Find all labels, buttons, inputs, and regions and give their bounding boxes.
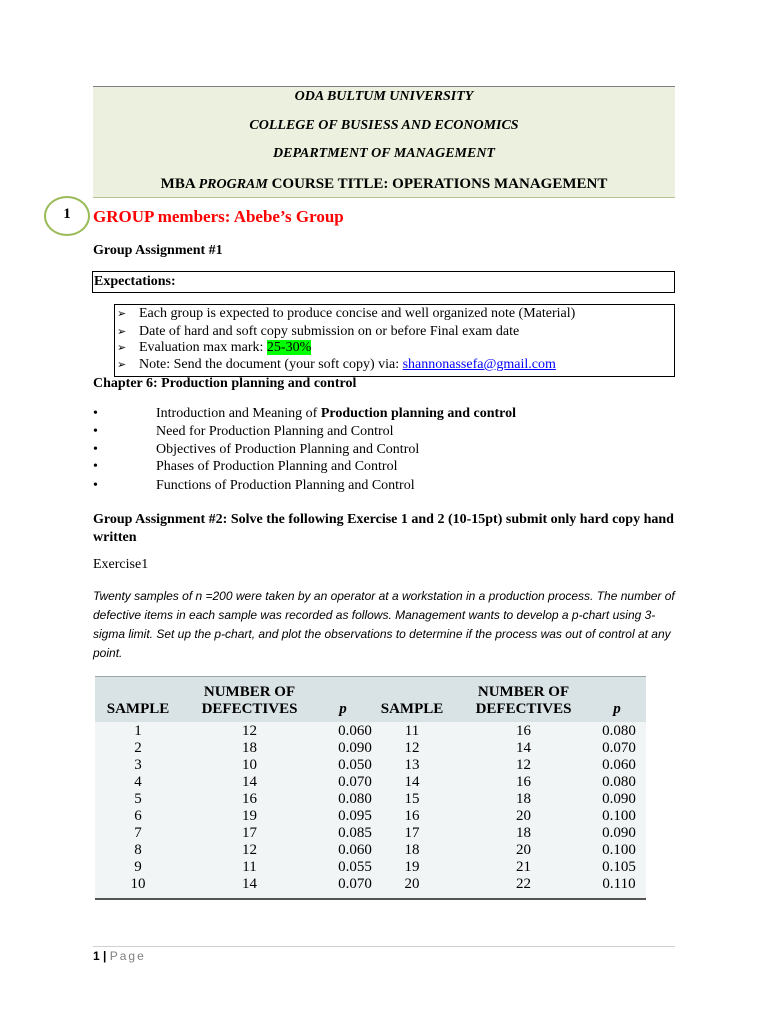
course-title <box>93 176 675 193</box>
problem-statement: Twenty samples of n =200 were taken by an operator at a workstation in a production process. The number of defective items in each sample was recorded as follows. Management wants to develop a p-chart using 3-sigma limit. Set up the p-chart, and plot the observations to determine if the process was out of control at any point. <box>93 589 675 660</box>
cell-defectives-2: 22 <box>516 876 531 892</box>
cell-sample: 7 <box>134 825 142 841</box>
cell-p-2: 0.070 <box>602 740 636 756</box>
column-header-p: p <box>339 701 347 717</box>
list-item: ➢ Each group is expected to produce concise and well organized note (Material) <box>117 306 576 321</box>
defectives-table <box>95 676 646 900</box>
max-mark-value: 25-30% <box>266 340 312 355</box>
cell-defectives: 14 <box>242 876 257 892</box>
table-header <box>95 676 646 722</box>
column-header-p-2: p <box>613 701 621 717</box>
cell-sample-2: 11 <box>404 723 420 739</box>
list-item: ➢ Note: Send the document (your soft copy) via: shannonassefa@gmail.com <box>117 357 556 372</box>
bullet-icon: • <box>93 406 98 421</box>
mba-program: PROGRAM <box>198 177 268 192</box>
cell-sample-2: 17 <box>404 825 420 841</box>
footer-separator: | <box>99 949 110 963</box>
cell-sample: 1 <box>134 723 142 739</box>
cell-defectives-2: 12 <box>516 757 531 773</box>
cell-sample-2: 15 <box>404 791 420 807</box>
cell-sample-2: 13 <box>404 757 420 773</box>
college-name: COLLEGE OF BUSIESS AND ECONOMICS <box>249 118 519 133</box>
cell-defectives: 19 <box>242 808 257 824</box>
expectations-box <box>92 271 675 293</box>
cell-sample-2: 16 <box>404 808 420 824</box>
cell-defectives-2: 18 <box>516 825 531 841</box>
cell-p-2: 0.090 <box>602 791 636 807</box>
cell-p: 0.070 <box>338 876 372 892</box>
cell-defectives-2: 20 <box>516 842 531 858</box>
page-footer <box>93 949 146 963</box>
cell-p: 0.095 <box>338 808 372 824</box>
cell-p-2: 0.090 <box>602 825 636 841</box>
cell-defectives: 12 <box>242 723 257 739</box>
cell-sample: 8 <box>134 842 142 858</box>
cell-sample-2: 18 <box>404 842 420 858</box>
cell-sample-2: 12 <box>404 740 420 756</box>
cell-p-2: 0.060 <box>602 757 636 773</box>
cell-defectives-2: 14 <box>516 740 531 756</box>
arrow-bullet-icon: ➢ <box>117 325 127 338</box>
cell-p-2: 0.105 <box>602 859 636 875</box>
column-header-sample-2: SAMPLE <box>380 701 444 717</box>
list-item: ➢ Date of hard and soft copy submission on or before Final exam date <box>117 324 520 339</box>
cell-defectives: 17 <box>242 825 257 841</box>
cell-p: 0.060 <box>338 842 372 858</box>
cell-p: 0.070 <box>338 774 372 790</box>
cell-p: 0.085 <box>338 825 372 841</box>
cell-p-2: 0.110 <box>602 876 636 892</box>
arrow-bullet-icon: ➢ <box>117 358 127 371</box>
column-header-defectives: DEFECTIVES <box>201 701 298 717</box>
cell-defectives-2: 16 <box>516 774 531 790</box>
department-name: DEPARTMENT OF MANAGEMENT <box>273 146 495 161</box>
page-number: 1 <box>93 949 100 963</box>
column-header-sample: SAMPLE <box>106 701 170 717</box>
email-link[interactable]: shannonassefa@gmail.com <box>402 357 556 372</box>
column-header-defectives-top-2: NUMBER OF <box>477 684 570 700</box>
cell-p: 0.060 <box>338 723 372 739</box>
section-number-circle <box>44 196 90 236</box>
cell-sample-2: 14 <box>404 774 420 790</box>
page-label: Page <box>109 949 146 963</box>
cell-defectives: 14 <box>242 774 257 790</box>
cell-defectives-2: 16 <box>516 723 531 739</box>
cell-sample: 2 <box>134 740 142 756</box>
cell-defectives-2: 20 <box>516 808 531 824</box>
cell-sample-2: 19 <box>404 859 420 875</box>
cell-sample: 9 <box>134 859 142 875</box>
cell-sample: 10 <box>130 876 146 892</box>
cell-sample-2: 20 <box>404 876 420 892</box>
cell-defectives: 16 <box>242 791 257 807</box>
cell-p: 0.050 <box>338 757 372 773</box>
bullet-icon: • <box>93 459 98 474</box>
cell-p-2: 0.080 <box>602 723 636 739</box>
cell-defectives-2: 18 <box>516 791 531 807</box>
cell-sample: 4 <box>134 774 142 790</box>
cell-p: 0.080 <box>338 791 372 807</box>
cell-defectives: 18 <box>242 740 257 756</box>
cell-p-2: 0.080 <box>602 774 636 790</box>
document-header <box>93 86 675 198</box>
list-item: ➢ Evaluation max mark: 25-30% <box>117 340 312 355</box>
cell-p: 0.090 <box>338 740 372 756</box>
cell-defectives: 11 <box>242 859 257 875</box>
cell-p: 0.055 <box>338 859 372 875</box>
cell-sample: 6 <box>134 808 142 824</box>
group-title: GROUP members: Abebe’s Group <box>93 207 344 226</box>
exercise-label: Exercise1 <box>93 557 149 572</box>
mba-prefix: MBA <box>160 176 199 192</box>
cell-sample: 3 <box>134 757 142 773</box>
expectations-list <box>114 304 675 377</box>
cell-defectives-2: 21 <box>516 859 531 875</box>
expectations-label: Expectations: <box>94 274 176 289</box>
cell-p-2: 0.100 <box>602 808 636 824</box>
footer-divider <box>93 946 675 947</box>
assignment-2-heading: Group Assignment #2: Solve the following Exercise 1 and 2 (10-15pt) submit only hard copy hand written <box>93 512 674 545</box>
column-header-defectives-top: NUMBER OF <box>203 684 296 700</box>
bullet-icon: • <box>93 478 98 493</box>
mba-suffix: COURSE TITLE: OPERATIONS MANAGEMENT <box>267 176 608 192</box>
cell-p-2: 0.100 <box>602 842 636 858</box>
column-header-defectives-2: DEFECTIVES <box>475 701 572 717</box>
assignment-1-heading: Group Assignment #1 <box>93 243 223 258</box>
cell-defectives: 12 <box>242 842 257 858</box>
chapter-heading: Chapter 6: Production planning and control <box>93 376 357 391</box>
cell-defectives: 10 <box>242 757 257 773</box>
bullet-icon: • <box>93 424 98 439</box>
arrow-bullet-icon: ➢ <box>117 307 127 320</box>
arrow-bullet-icon: ➢ <box>117 341 127 354</box>
university-name: ODA BULTUM UNIVERSITY <box>294 89 474 104</box>
cell-sample: 5 <box>134 791 142 807</box>
section-number: 1 <box>63 206 71 222</box>
bullet-icon: • <box>93 442 98 457</box>
